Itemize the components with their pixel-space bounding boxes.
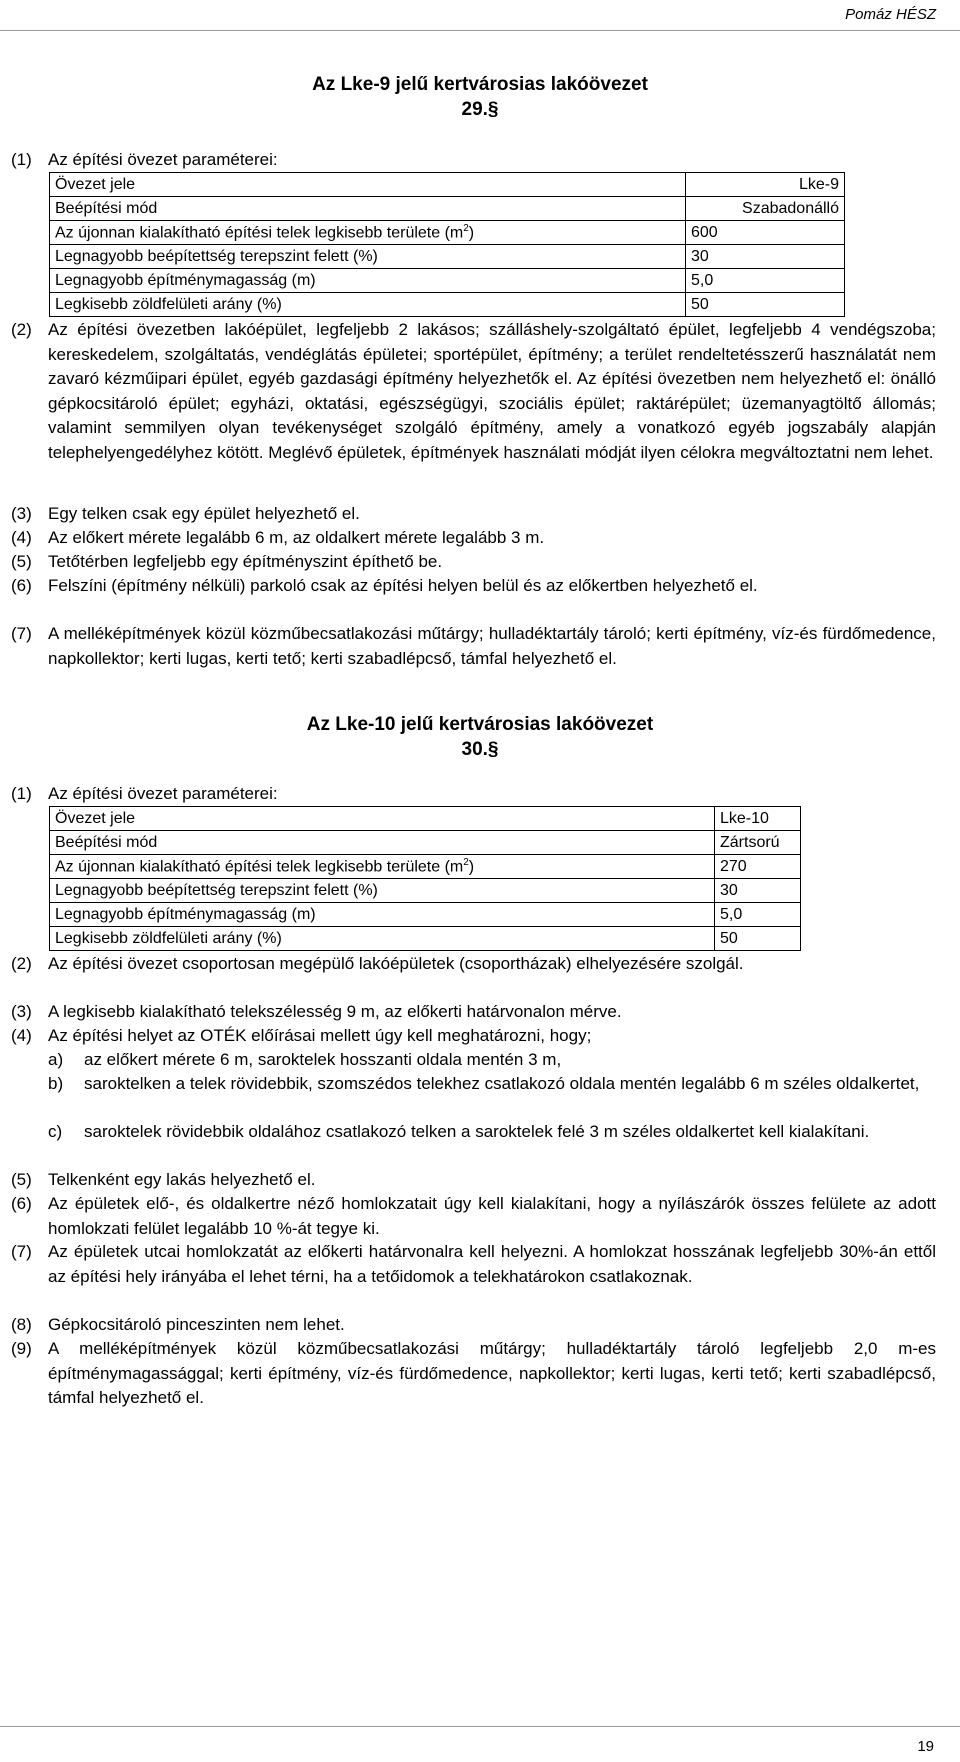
- section-30-number: 30.§: [461, 739, 499, 760]
- s30-paragraph-8: [11, 1313, 936, 1338]
- s29-paragraph-7: [11, 622, 936, 671]
- paragraph-text: Az építési övezet paraméterei:: [48, 784, 278, 803]
- s30-subitem-b: [48, 1072, 936, 1097]
- paragraph-label: (8): [11, 1315, 32, 1334]
- paragraph-label: (3): [11, 1002, 32, 1021]
- section-29-number: 29.§: [461, 99, 499, 120]
- paragraph-text: Az épületek elő-, és oldalkertre néző homlokzatait úgy kell kialakítani, hogy a nyílászárók összes felülete az adott homlokzati felület legalább 10 %-át tegye ki.: [48, 1194, 936, 1238]
- paragraph-text: Telkenként egy lakás helyezhető el.: [48, 1170, 316, 1189]
- paragraph-label: (6): [11, 1194, 32, 1213]
- page-number: 19: [917, 1738, 934, 1755]
- paragraph-text: Az épületek utcai homlokzatát az előkerti határvonalra kell helyezni. A homlokzat hosszának legfeljebb 30%-án ettől az építési hely irányába el lehet térni, ha a tetőidomok a telekhatárokon csatlakoznak.: [48, 1242, 936, 1286]
- paragraph-label: (4): [11, 1026, 32, 1045]
- param-value: 50: [715, 927, 801, 951]
- section-30-title: Az Lke-10 jelű kertvárosias lakóövezet: [306, 714, 654, 735]
- param-label: Az újonnan kialakítható építési telek legkisebb területe $(m^2)$: [50, 855, 715, 879]
- paragraph-text: Az építési övezet csoportosan megépülő lakóépületek (csoportházak) elhelyezésére szolgál.: [48, 954, 744, 973]
- paragraph-label: (5): [11, 552, 32, 571]
- param-label: Az újonnan kialakítható építési telek legkisebb területe $(m^2)$: [50, 221, 686, 245]
- subitem-text: saroktelek rövidebbik oldalához csatlakozó telken a saroktelek felé 3 m széles oldalkertet kell kialakítani.: [84, 1122, 870, 1141]
- param-value: Zártsorú: [715, 831, 801, 855]
- param-label: Övezet jele: [50, 173, 686, 197]
- s30-subitem-c: [48, 1120, 936, 1145]
- table-row: [50, 269, 845, 293]
- table-row: [50, 879, 801, 903]
- s30-paragraph-1: [11, 782, 936, 807]
- table-row: [50, 197, 845, 221]
- s30-paragraph-9: [11, 1337, 936, 1411]
- param-label: Legkisebb zöldfelületi arány (%): [50, 927, 715, 951]
- s30-subitem-a: [48, 1048, 936, 1073]
- param-label: Övezet jele: [50, 807, 715, 831]
- table-row: [50, 831, 801, 855]
- paragraph-text: Tetőtérben legfeljebb egy építményszint építhető be.: [48, 552, 443, 571]
- table-row: [50, 293, 845, 317]
- s29-paragraph-5: [11, 550, 936, 575]
- s29-paragraph-6: [11, 574, 936, 599]
- subitem-label: a): [48, 1050, 64, 1069]
- paragraph-text: Egy telken csak egy épület helyezhető el.: [48, 504, 360, 523]
- paragraph-label: (1): [11, 784, 32, 803]
- paragraph-text: A legkisebb kialakítható telekszélesség 9 m, az előkerti határvonalon mérve.: [48, 1002, 622, 1021]
- s29-parameters-table: [49, 172, 845, 317]
- param-value: Szabadonálló: [686, 197, 845, 221]
- table-row: [50, 903, 801, 927]
- paragraph-label: (1): [11, 150, 32, 169]
- param-label: Beépítési mód: [50, 197, 686, 221]
- paragraph-text: Az építési helyet az OTÉK előírásai mellett úgy kell meghatározni, hogy;: [48, 1026, 592, 1045]
- param-label: Legnagyobb építménymagasság (m): [50, 903, 715, 927]
- paragraph-label: (3): [11, 504, 32, 523]
- subitem-text: az előkert mérete 6 m, saroktelek hosszanti oldala mentén 3 m,: [84, 1050, 562, 1069]
- table-row: [50, 173, 845, 197]
- s29-paragraph-1: [11, 148, 936, 173]
- param-value: Lke-9: [686, 173, 845, 197]
- s30-parameters-table: [49, 806, 801, 951]
- param-label: Legnagyobb beépítettség terepszint felett (%): [50, 245, 686, 269]
- table-row: [50, 221, 845, 245]
- paragraph-text: Az építési övezet paraméterei:: [48, 150, 278, 169]
- s29-paragraph-4: [11, 526, 936, 551]
- s29-paragraph-2: [11, 318, 936, 466]
- paragraph-label: (7): [11, 1242, 32, 1261]
- section-29-title: Az Lke-9 jelű kertvárosias lakóövezet: [312, 74, 648, 95]
- paragraph-text: Felszíni (építmény nélküli) parkoló csak az építési helyen belül és az előkertben helyezhető el.: [48, 576, 758, 595]
- footer-divider: [0, 1726, 960, 1727]
- s30-paragraph-6: [11, 1192, 936, 1241]
- s30-paragraph-4: [11, 1024, 936, 1049]
- param-value: 270: [715, 855, 801, 879]
- paragraph-label: (7): [11, 624, 32, 643]
- paragraph-label: (2): [11, 954, 32, 973]
- param-value: 600: [686, 221, 845, 245]
- param-label: Legkisebb zöldfelületi arány (%): [50, 293, 686, 317]
- s30-paragraph-7: [11, 1240, 936, 1289]
- s30-paragraph-5: [11, 1168, 936, 1193]
- param-value: Lke-10: [715, 807, 801, 831]
- paragraph-text: A melléképítmények közül közműbecsatlakozási műtárgy; hulladéktartály tároló legfeljebb 2,0 m-es építménymagassággal; kerti építmény, víz-és fürdőmedence, napkollektor; kerti lugas, kerti tető; kerti szabadlépcső, támfal helyezhető el.: [48, 1339, 936, 1408]
- subitem-text: saroktelken a telek rövidebbik, szomszédos telekhez csatlakozó oldala mentén legalább 6 m széles oldalkertet,: [84, 1074, 920, 1093]
- running-header: Pomáz HÉSZ: [845, 6, 936, 23]
- param-value: 50: [686, 293, 845, 317]
- param-value: 30: [715, 879, 801, 903]
- paragraph-text: Gépkocsitároló pinceszinten nem lehet.: [48, 1315, 345, 1334]
- param-label: Legnagyobb építménymagasság (m): [50, 269, 686, 293]
- param-value: 30: [686, 245, 845, 269]
- paragraph-text: Az előkert mérete legalább 6 m, az oldalkert mérete legalább 3 m.: [48, 528, 545, 547]
- paragraph-text: A melléképítmények közül közműbecsatlakozási műtárgy; hulladéktartály tároló; kerti építmény, víz-és fürdőmedence, napkollektor; kerti lugas, kerti tető; kerti szabadlépcső, támfal helyezhető el.: [48, 624, 936, 668]
- param-label: Legnagyobb beépítettség terepszint felett (%): [50, 879, 715, 903]
- paragraph-label: (9): [11, 1339, 32, 1358]
- table-row: [50, 245, 845, 269]
- param-value: 5,0: [715, 903, 801, 927]
- paragraph-label: (6): [11, 576, 32, 595]
- param-value: 5,0: [686, 269, 845, 293]
- s30-paragraph-2: [11, 952, 936, 977]
- table-row: [50, 927, 801, 951]
- table-row: [50, 855, 801, 879]
- header-divider: [0, 30, 960, 31]
- s30-paragraph-3: [11, 1000, 936, 1025]
- paragraph-label: (5): [11, 1170, 32, 1189]
- paragraph-text: Az építési övezetben lakóépület, legfeljebb 2 lakásos; szálláshely-szolgáltató épület, legfeljebb 4 vendégszoba; kereskedelem, szolgáltatás, vendéglátás épületei; sportépület, építmény; a terület rendeltetésszerű használatát nem zavaró kézműipari épület, egyéb gazdasági építmény helyezhetők el. Az építési övezetben nem helyezhető el: önálló gépkocsitároló épület; egyházi, oktatási, egészségügyi, szociális épület; raktárépület; üzemanyagtöltő állomás; valamint semmilyen olyan tevékenységet szolgáló építmény, amely a vonatkozó egyéb jogszabály alapján telephelyengedélyhez kötött. Meglévő épületek, építmények használati módját ilyen célokra megváltoztatni nem lehet.: [48, 320, 936, 462]
- table-row: [50, 807, 801, 831]
- param-label: Beépítési mód: [50, 831, 715, 855]
- paragraph-label: (2): [11, 320, 32, 339]
- s29-paragraph-3: [11, 502, 936, 527]
- paragraph-label: (4): [11, 528, 32, 547]
- subitem-label: b): [48, 1074, 64, 1093]
- subitem-label: c): [48, 1122, 63, 1141]
